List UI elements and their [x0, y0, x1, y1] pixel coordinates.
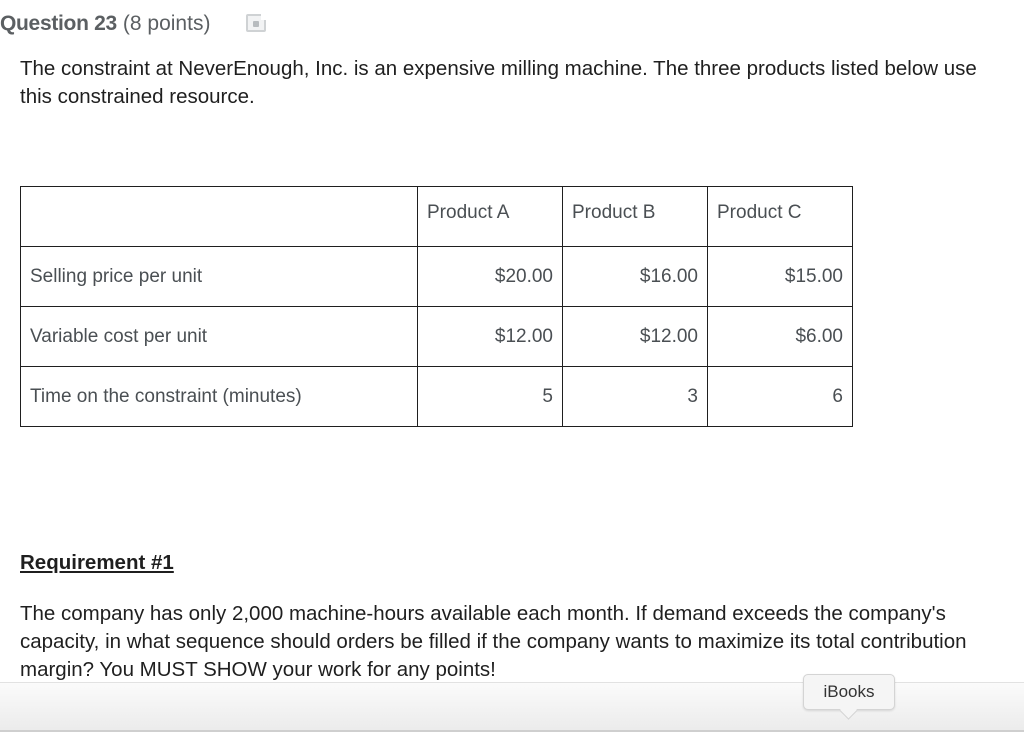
cell-value: $16.00	[563, 247, 708, 307]
table-header-product-b: Product B	[563, 187, 708, 247]
row-label: Variable cost per unit	[21, 307, 418, 367]
table-row	[21, 247, 853, 307]
cell-value: $6.00	[708, 307, 853, 367]
requirement-text: The company has only 2,000 machine-hours available each month. If demand exceeds the company's capacity, in what sequence should orders be filled if the company wants to maximize its total contribution margin? You MUST SHOW your work for any points!	[20, 602, 967, 681]
table-header-row	[21, 187, 853, 247]
table-row	[21, 367, 853, 427]
product-data-table	[20, 186, 853, 427]
requirement-title: Requirement #1	[20, 551, 174, 574]
cell-value: 3	[563, 367, 708, 427]
bookmark-flag-icon[interactable]	[246, 14, 268, 34]
cell-value: $20.00	[418, 247, 563, 307]
table-row	[21, 307, 853, 367]
table-header-empty	[21, 187, 418, 247]
tooltip-label: iBooks	[823, 682, 875, 701]
cell-value: $15.00	[708, 247, 853, 307]
question-title: Question 23	[0, 12, 117, 35]
table-header-product-a: Product A	[418, 187, 563, 247]
cell-value: 5	[418, 367, 563, 427]
question-intro-text: The constraint at NeverEnough, Inc. is an expensive milling machine. The three products listed below use this constrained resource.	[20, 57, 977, 108]
row-label: Selling price per unit	[21, 247, 418, 307]
cell-value: 6	[708, 367, 853, 427]
cell-value: $12.00	[563, 307, 708, 367]
question-header	[0, 8, 268, 40]
ibooks-tooltip	[803, 674, 895, 710]
cell-value: $12.00	[418, 307, 563, 367]
question-points: (8 points)	[122, 12, 211, 35]
row-label: Time on the constraint (minutes)	[21, 367, 418, 427]
table-header-product-c: Product C	[708, 187, 853, 247]
